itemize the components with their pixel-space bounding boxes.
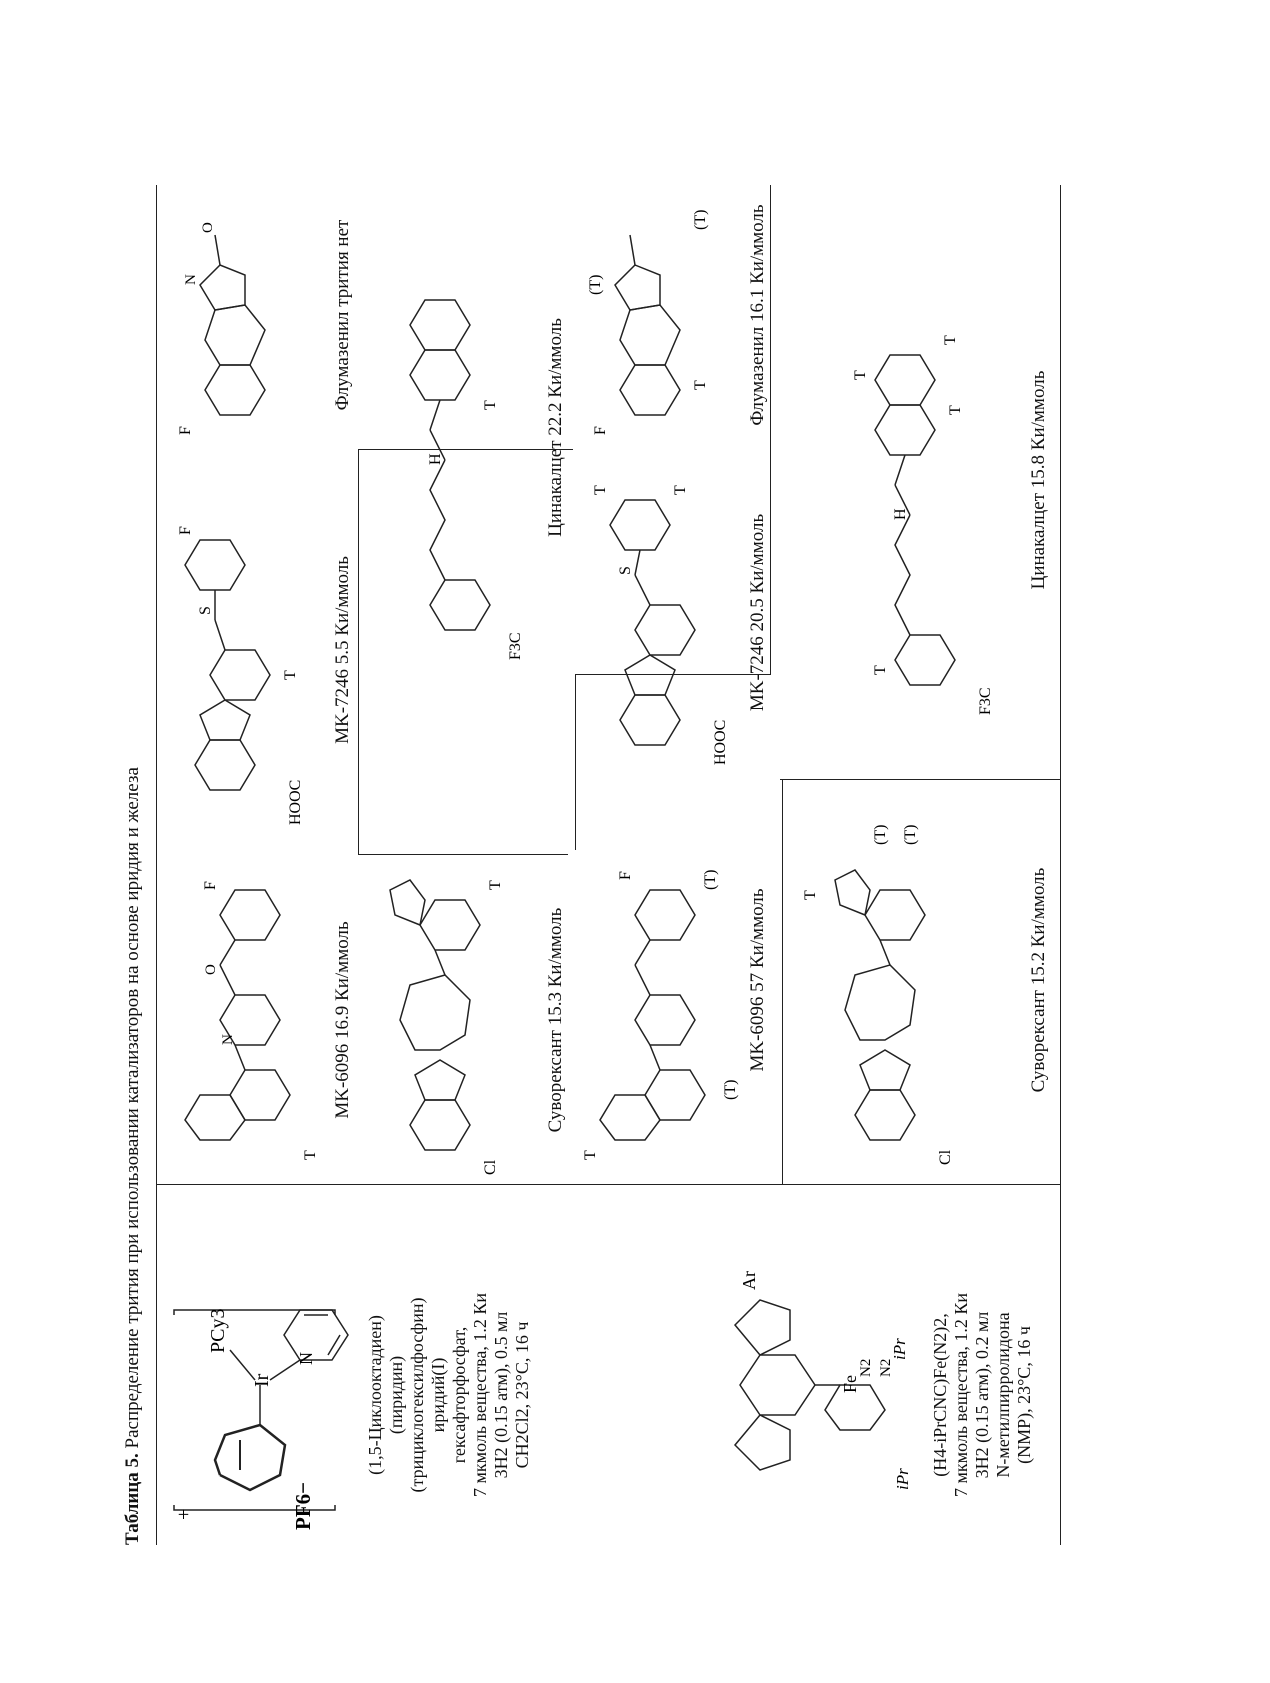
chlorine-label: Cl [482, 1159, 499, 1175]
suvorexant-structure [365, 860, 540, 1180]
cf3-label: F3C [507, 632, 524, 660]
flumazenil-fe-structure [575, 185, 745, 445]
rotated-table-sheet [120, 185, 1120, 1545]
nitrogen-label: N [183, 274, 199, 285]
ir-row-sep-1 [358, 854, 568, 855]
product-label: MK-6096 57 Ки/ммоль [747, 888, 768, 1072]
cinacalcet-fe-structure [790, 185, 1020, 775]
iron-conditions [930, 1250, 1035, 1540]
tritium-label-4: T [942, 335, 959, 345]
hsep-a [358, 450, 359, 855]
nitrogen-label: N [220, 1034, 236, 1045]
ligand-ipr-label: iPr [890, 1338, 909, 1360]
product-fe-suvorexant [790, 780, 1055, 1180]
condition-line: 7 мкмоль вещества, 1.2 Ки [470, 1293, 490, 1497]
product-label: Суворексант 15.3 Ки/ммоль [545, 907, 566, 1133]
tritium-label: T [302, 1150, 319, 1160]
ligand-n2-label: N2 [858, 1358, 874, 1377]
tritium-label: T [592, 485, 609, 495]
ligand-pcy3-label: PCy3 [207, 1308, 229, 1353]
mk7246-structure [160, 450, 330, 850]
product-ir-cinacalcet [365, 185, 570, 670]
oxygen-label: O [203, 964, 219, 975]
product-fe-mk6096 [575, 780, 775, 1180]
product-label: Флумазенил трития нет [332, 219, 353, 411]
fluorine-label: F [617, 871, 634, 880]
condition-line: (NMP), 23°C, 16 ч [1014, 1326, 1034, 1464]
sulfur-label: S [197, 606, 214, 615]
tritium-partial-label-2: (T) [692, 209, 709, 230]
sulfur-label: S [617, 566, 634, 575]
condition-line: 3H2 (0.15 атм), 0.2 мл [972, 1311, 992, 1479]
cinacalcet-structure [365, 185, 540, 670]
ligand-n2-label-2: N2 [878, 1358, 894, 1377]
product-label: Цинакалцет 22.2 Ки/ммоль [545, 318, 566, 537]
tritium-label-2: T [672, 485, 689, 495]
chlorine-label: Cl [937, 1149, 954, 1165]
counter-ion-label: PF6− [291, 1481, 315, 1530]
tritium-label: T [487, 880, 504, 890]
caption-text: Распределение трития при использовании катализаторов на основе иридия и железа [122, 767, 143, 1449]
hsep-d [782, 780, 783, 1185]
tritium-partial-label: (T) [872, 824, 889, 845]
tritium-label: T [482, 400, 499, 410]
product-label: Цинакалцет 15.8 Ки/ммоль [1028, 370, 1049, 590]
tritium-partial-label-2: (T) [902, 824, 919, 845]
condition-line: (1,5-Циклооктадиен) [365, 1315, 385, 1475]
product-ir-suvorexant [365, 860, 570, 1180]
product-label: Флумазенил 16.1 Ки/ммоль [747, 204, 768, 426]
product-label: MK-7246 20.5 Ки/ммоль [747, 513, 768, 712]
amine-label: H [427, 453, 444, 465]
iron-catalyst-structure [680, 1185, 920, 1545]
iridium-catalyst-structure [160, 1185, 360, 1545]
table-caption [122, 767, 144, 1545]
fluorine-label: F [177, 526, 194, 535]
product-label: MK-6096 16.9 Ки/ммоль [332, 921, 353, 1119]
amine-label: H [892, 508, 909, 520]
tritium-label: T [282, 670, 299, 680]
condition-line: гексафторфосфат, [449, 1326, 469, 1464]
iron-catalyst-cell [680, 1185, 1060, 1545]
product-fe-mk7246 [575, 450, 775, 775]
pyridine-n-label: N [296, 1352, 316, 1365]
tritium-label-2: T [852, 370, 869, 380]
iridium-catalyst-cell [160, 1185, 560, 1545]
condition-line: 3H2 (0.15 атм), 0.5 мл [491, 1311, 511, 1479]
carboxyl-label: HOOC [287, 779, 304, 825]
tritium-label: T [582, 1150, 599, 1160]
tritium-label-3: T [947, 405, 964, 415]
condition-line: N-метилпирролидона [993, 1312, 1013, 1478]
product-ir-mk7246 [160, 450, 355, 850]
product-fe-cinacalcet [790, 185, 1055, 775]
product-label: MK-7246 5.5 Ки/ммоль [332, 556, 353, 744]
fluorine-label: F [177, 426, 194, 435]
condition-line: (пиридин) [386, 1355, 406, 1435]
tritium-label: T [802, 890, 819, 900]
metal-fe-label: Fe [840, 1375, 860, 1393]
condition-line: CH2Cl2, 23°C, 16 ч [512, 1321, 532, 1469]
mk6096-fe-structure [575, 780, 745, 1180]
carboxyl-label: HOOC [712, 719, 729, 765]
ligand-ar-label: Ar [739, 1271, 759, 1290]
metal-ir-label: Ir [251, 1373, 273, 1387]
tritium-partial-label-2: (T) [702, 869, 719, 890]
mk6096-structure [160, 860, 330, 1180]
tritium-partial-label: (T) [722, 1079, 739, 1100]
charge-label: + [173, 1508, 195, 1520]
flumazenil-structure [160, 185, 330, 445]
table-bottom-rule [1060, 185, 1061, 1545]
mk7246-fe-structure [575, 450, 745, 775]
table-top-rule [156, 185, 157, 1545]
product-ir-mk6096 [160, 860, 355, 1180]
product-ir-flumazenil [160, 185, 355, 445]
suvorexant-fe-structure [790, 780, 1020, 1180]
condition-line: иридий(I) [428, 1357, 448, 1433]
condition-line: 7 мкмоль вещества, 1.2 Ки [951, 1293, 971, 1497]
tritium-label: T [872, 665, 889, 675]
tritium-partial-label: (T) [587, 274, 604, 295]
ligand-ipr-label-2: iPr [893, 1468, 912, 1490]
oxygen-label: O [200, 222, 216, 233]
product-fe-flumazenil [575, 185, 770, 445]
iridium-conditions [365, 1250, 533, 1540]
condition-line: (H4-iPrCNC)Fe(N2)2, [930, 1313, 950, 1477]
cf3-label: F3C [977, 687, 994, 715]
product-label: Суворексант 15.2 Ки/ммоль [1028, 867, 1049, 1093]
condition-line: (трициклогексилфосфин) [407, 1297, 427, 1493]
fluorine-label: F [202, 881, 219, 890]
caption-number: Таблица 5. [122, 1453, 143, 1545]
fluorine-label: F [592, 426, 609, 435]
tritium-label: T [692, 380, 709, 390]
